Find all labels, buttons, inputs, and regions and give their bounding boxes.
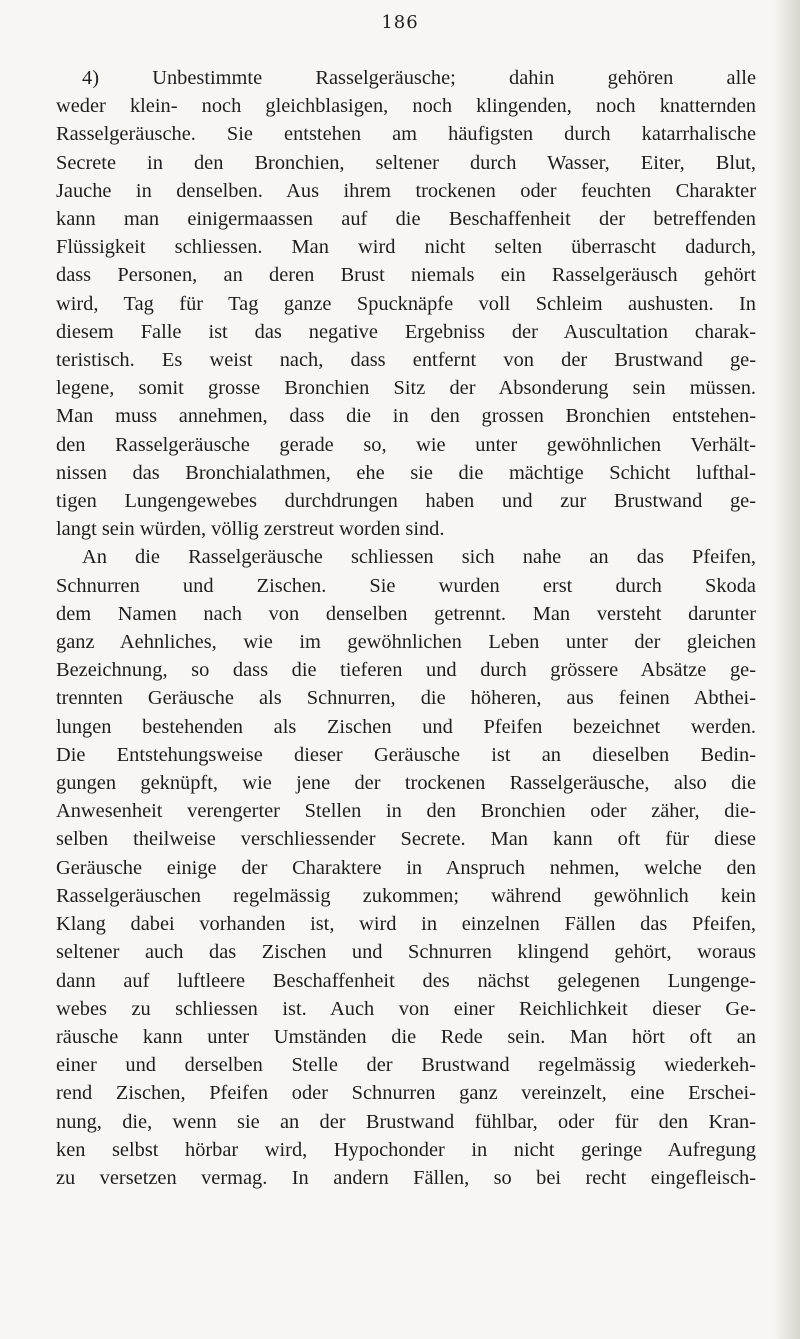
text-line: Bezeichnung, so dass die tieferen und durch grössere Absätze ge- (56, 659, 756, 682)
text-line: nung, die, wenn sie an der Brustwand fühlbar, oder für den Kran- (56, 1110, 756, 1133)
text-line: trennten Geräusche als Schnurren, die höheren, aus feinen Abthei- (56, 687, 756, 710)
text-line: weder klein- noch gleichblasigen, noch klingenden, noch knatternden (56, 95, 756, 118)
text-line: räusche kann unter Umständen die Rede sein. Man hört oft an (56, 1025, 756, 1048)
text-line: Jauche in denselben. Aus ihrem trockenen oder feuchten Charakter (56, 179, 756, 202)
page-number: 186 (381, 12, 419, 33)
text-line: einer und derselben Stelle der Brustwand regelmässig wiederkeh- (56, 1054, 756, 1077)
text-line: 4) Unbestimmte Rasselgeräusche; dahin gehören alle (82, 67, 756, 89)
text-line: Secrete in den Bronchien, seltener durch Wasser, Eiter, Blut, (56, 151, 756, 174)
text-line: Klang dabei vorhanden ist, wird in einzelnen Fällen das Pfeifen, (56, 913, 756, 936)
text-line: kann man einigermaassen auf die Beschaffenheit der betreffenden (56, 208, 756, 231)
body-text (56, 64, 756, 1192)
text-line: nissen das Bronchialathmen, ehe sie die mächtige Schicht lufthal- (56, 461, 756, 484)
text-line: gungen geknüpft, wie jene der trockenen Rasselgeräusche, also die (56, 772, 756, 795)
text-line: ken selbst hörbar wird, Hypochonder in nicht geringe Aufregung (56, 1138, 756, 1161)
text-line: rend Zischen, Pfeifen oder Schnurren ganz vereinzelt, eine Erschei- (56, 1082, 756, 1105)
text-line: dass Personen, an deren Brust niemals ein Rasselgeräusch gehört (56, 264, 756, 287)
text-line: dem Namen nach von denselben getrennt. Man versteht darunter (56, 602, 756, 625)
text-line: Geräusche einige der Charaktere in Anspruch nehmen, welche den (56, 856, 756, 879)
text-line: langt sein würden, völlig zerstreut worden sind. (56, 518, 445, 541)
text-line: Die Entstehungsweise dieser Geräusche ist an dieselben Bedin- (56, 743, 756, 766)
text-line: ganz Aehnliches, wie im gewöhnlichen Leben unter der gleichen (56, 631, 756, 654)
text-line: lungen bestehenden als Zischen und Pfeifen bezeichnet werden. (56, 715, 756, 738)
text-line: dann auf luftleere Beschaffenheit des nächst gelegenen Lungenge- (56, 969, 756, 992)
text-line: Rasselgeräusche. Sie entstehen am häufigsten durch katarrhalische (56, 123, 756, 146)
text-line: wird, Tag für Tag ganze Spucknäpfe voll Schleim aushusten. In (56, 292, 756, 315)
text-line: selben theilweise verschliessender Secrete. Man kann oft für diese (56, 828, 756, 851)
page-edge-shadow (774, 0, 800, 1339)
text-line: zu versetzen vermag. In andern Fällen, so bei recht eingefleisch- (56, 1166, 756, 1189)
text-line: An die Rasselgeräusche schliessen sich nahe an das Pfeifen, (82, 546, 756, 569)
text-line: legene, somit grosse Bronchien Sitz der Absonderung sein müssen. (56, 377, 756, 400)
text-line: Anwesenheit verengerter Stellen in den Bronchien oder zäher, die- (56, 800, 756, 823)
text-line: webes zu schliessen ist. Auch von einer Reichlichkeit dieser Ge- (56, 997, 756, 1020)
text-line: den Rasselgeräusche gerade so, wie unter gewöhnlichen Verhält- (56, 433, 756, 456)
text-line: tigen Lungengewebes durchdrungen haben und zur Brustwand ge- (56, 490, 756, 513)
text-line: seltener auch das Zischen und Schnurren klingend gehört, woraus (56, 941, 756, 964)
text-line: Schnurren und Zischen. Sie wurden erst durch Skoda (56, 574, 756, 597)
text-line: teristisch. Es weist nach, dass entfernt von der Brustwand ge- (56, 349, 756, 372)
text-line: Flüssigkeit schliessen. Man wird nicht selten überrascht dadurch, (56, 236, 756, 259)
text-line: Man muss annehmen, dass die in den grossen Bronchien entstehen- (56, 405, 756, 428)
text-line: diesem Falle ist das negative Ergebniss der Auscultation charak- (56, 320, 756, 343)
text-line: Rasselgeräuschen regelmässig zukommen; während gewöhnlich kein (56, 884, 756, 907)
